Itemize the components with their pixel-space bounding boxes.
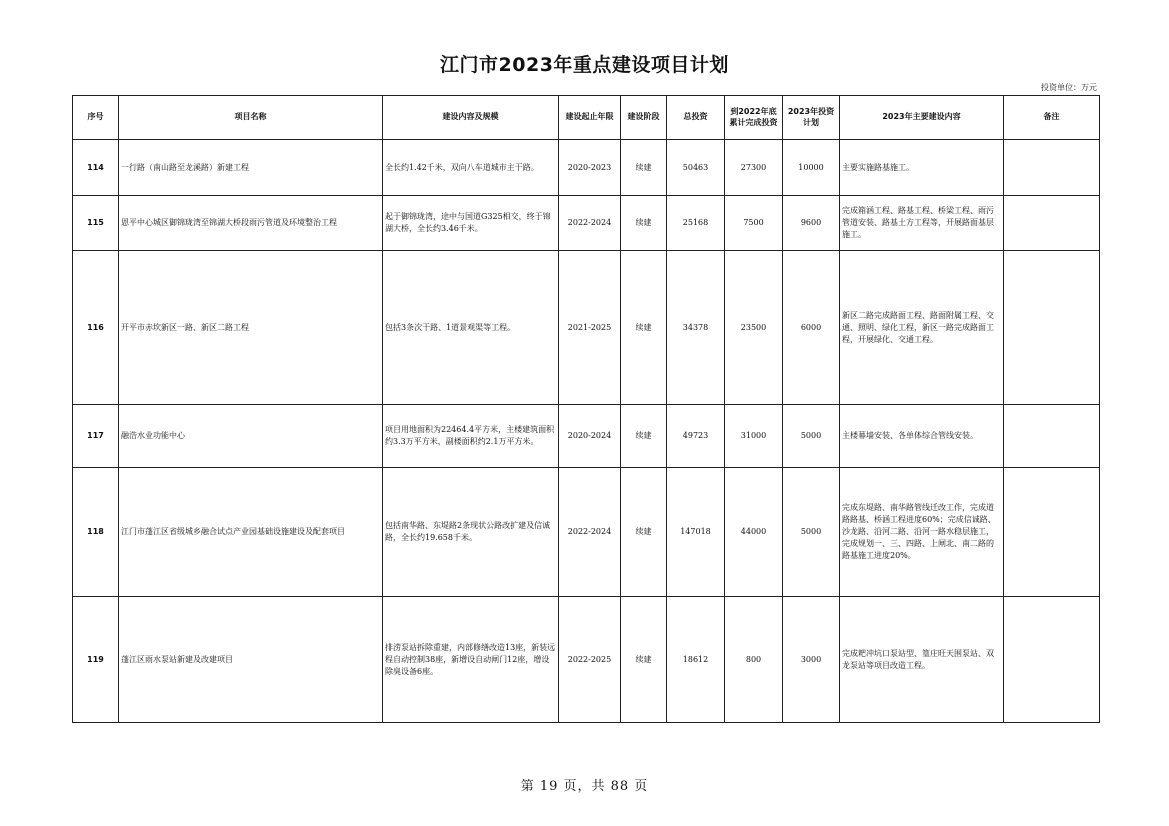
row-cumulative-completed: 800 bbox=[725, 597, 783, 723]
row-2023-main-content: 完成耙冲坑口泵站型、篁庄旺天围泵站、双龙泵站等项目改造工程。 bbox=[840, 597, 1004, 723]
row-2023-main-content: 新区二路完成路面工程、路面附属工程、交通、照明、绿化工程，新区一路完成路面工程，开展绿化、交通工程。 bbox=[840, 251, 1004, 405]
row-content-scale: 起于御锦珑湾，途中与国道G325相交，终于锦湖大桥，全长约3.46千米。 bbox=[383, 196, 559, 251]
row-2023-plan: 10000 bbox=[783, 140, 840, 196]
row-content-scale: 包括南华路、东堤路2条现状公路改扩建及信诚路，全长约19.658千米。 bbox=[383, 468, 559, 597]
row-seq: 117 bbox=[73, 405, 119, 468]
row-cumulative-completed: 7500 bbox=[725, 196, 783, 251]
row-period: 2020-2024 bbox=[559, 405, 621, 468]
row-project-name: 融浩水业功能中心 bbox=[119, 405, 383, 468]
document-title: 江门市2023年重点建设项目计划 bbox=[440, 54, 729, 76]
row-total-investment: 50463 bbox=[667, 140, 725, 196]
header-seq: 序号 bbox=[73, 96, 119, 140]
row-seq: 116 bbox=[73, 251, 119, 405]
row-2023-plan: 5000 bbox=[783, 405, 840, 468]
row-seq: 119 bbox=[73, 597, 119, 723]
row-cumulative-completed: 27300 bbox=[725, 140, 783, 196]
row-period: 2022-2025 bbox=[559, 597, 621, 723]
row-cumulative-completed: 23500 bbox=[725, 251, 783, 405]
row-total-investment: 25168 bbox=[667, 196, 725, 251]
row-period: 2022-2024 bbox=[559, 196, 621, 251]
header-2023-main-content: 2023年主要建设内容 bbox=[840, 96, 1004, 140]
header-period: 建设起止年限 bbox=[559, 96, 621, 140]
table-header-row bbox=[73, 96, 1100, 140]
row-2023-main-content: 主楼幕墙安装、各单体综合管线安装。 bbox=[840, 405, 1004, 468]
header-total-investment: 总投资 bbox=[667, 96, 725, 140]
table-row bbox=[73, 468, 1100, 597]
header-project-name: 项目名称 bbox=[119, 96, 383, 140]
row-seq: 118 bbox=[73, 468, 119, 597]
row-2023-plan: 3000 bbox=[783, 597, 840, 723]
row-content-scale: 排涝泵站拆除重建，内部修缮改造13座，新装远程自动控制38座，新增设自动闸门12座，增设除臭设备6座。 bbox=[383, 597, 559, 723]
row-content-scale: 项目用地面积为22464.4平方米，主楼建筑面积约3.3万平方米，副楼面积约2.1万平方米。 bbox=[383, 405, 559, 468]
row-stage: 续建 bbox=[621, 196, 667, 251]
header-stage: 建设阶段 bbox=[621, 96, 667, 140]
row-project-name: 开平市赤坎新区一路、新区二路工程 bbox=[119, 251, 383, 405]
table-row bbox=[73, 597, 1100, 723]
row-note bbox=[1004, 196, 1100, 251]
row-cumulative-completed: 44000 bbox=[725, 468, 783, 597]
row-period: 2022-2024 bbox=[559, 468, 621, 597]
row-note bbox=[1004, 251, 1100, 405]
row-period: 2021-2025 bbox=[559, 251, 621, 405]
row-note bbox=[1004, 597, 1100, 723]
investment-unit-note: 投资单位：万元 bbox=[1041, 83, 1097, 92]
row-project-name: 一行路（南山路至龙溪路）新建工程 bbox=[119, 140, 383, 196]
row-seq: 114 bbox=[73, 140, 119, 196]
row-total-investment: 147018 bbox=[667, 468, 725, 597]
row-total-investment: 34378 bbox=[667, 251, 725, 405]
row-stage: 续建 bbox=[621, 597, 667, 723]
row-content-scale: 包括3条次干路、1道景观渠等工程。 bbox=[383, 251, 559, 405]
table-row bbox=[73, 140, 1100, 196]
row-stage: 续建 bbox=[621, 140, 667, 196]
row-stage: 续建 bbox=[621, 251, 667, 405]
table-row bbox=[73, 405, 1100, 468]
row-2023-main-content: 完成箱涵工程、路基工程、桥梁工程、雨污管道安装、路基土方工程等，开展路面基层施工。 bbox=[840, 196, 1004, 251]
row-cumulative-completed: 31000 bbox=[725, 405, 783, 468]
header-content-scale: 建设内容及规模 bbox=[383, 96, 559, 140]
row-project-name: 蓬江区雨水泵站新建及改建项目 bbox=[119, 597, 383, 723]
header-2023-plan: 2023年投资计划 bbox=[783, 96, 840, 140]
header-cumulative-completed: 到2022年底累计完成投资 bbox=[725, 96, 783, 140]
page-number: 第 19 页，共 88 页 bbox=[520, 779, 649, 794]
row-2023-main-content: 主要实施路基施工。 bbox=[840, 140, 1004, 196]
row-2023-main-content: 完成东堤路、南华路管线迁改工作，完成道路路基、桥涵工程进度60%；完成信诚路、沙龙路、沿河二路、沿河一路水稳层施工，完成规划一、三、四路、上闸北、南二路的路基施工进度20%。 bbox=[840, 468, 1004, 597]
row-2023-plan: 5000 bbox=[783, 468, 840, 597]
row-seq: 115 bbox=[73, 196, 119, 251]
row-content-scale: 全长约1.42千米，双向八车道城市主干路。 bbox=[383, 140, 559, 196]
row-project-name: 江门市蓬江区省级城乡融合试点产业园基础设施建设及配套项目 bbox=[119, 468, 383, 597]
table-row bbox=[73, 251, 1100, 405]
row-project-name: 恩平中心城区御锦珑湾至锦湖大桥段雨污管道及环境整治工程 bbox=[119, 196, 383, 251]
table-row bbox=[73, 196, 1100, 251]
project-plan-table bbox=[72, 95, 1100, 723]
row-2023-plan: 6000 bbox=[783, 251, 840, 405]
row-stage: 续建 bbox=[621, 405, 667, 468]
header-note: 备注 bbox=[1004, 96, 1100, 140]
row-total-investment: 49723 bbox=[667, 405, 725, 468]
row-period: 2020-2023 bbox=[559, 140, 621, 196]
row-note bbox=[1004, 405, 1100, 468]
row-stage: 续建 bbox=[621, 468, 667, 597]
row-note bbox=[1004, 468, 1100, 597]
row-total-investment: 18612 bbox=[667, 597, 725, 723]
row-note bbox=[1004, 140, 1100, 196]
row-2023-plan: 9600 bbox=[783, 196, 840, 251]
